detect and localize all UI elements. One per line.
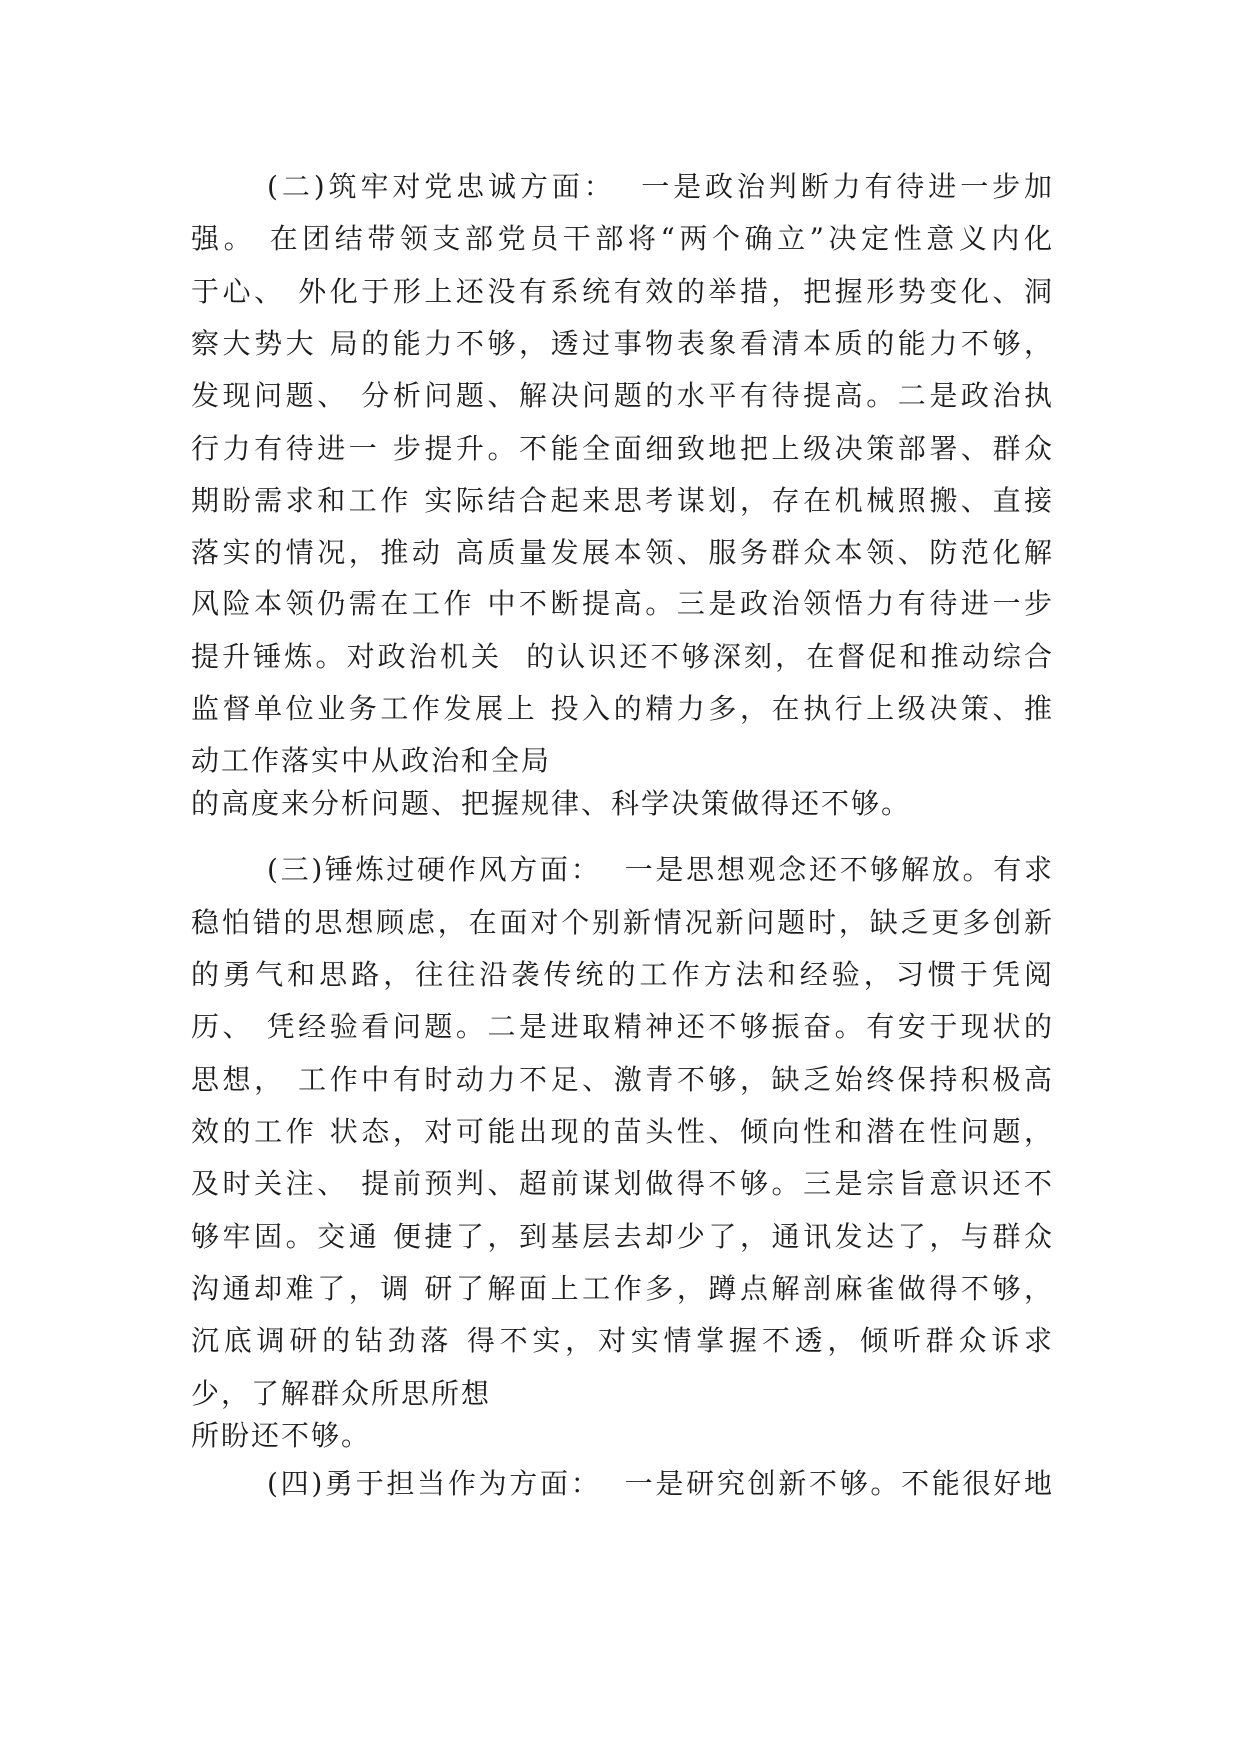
text-line: 思想， 工作中有时动力不足、激青不够，缺乏始终保持积极高 [191, 1063, 1056, 1096]
text-line: 监督单位业务工作发展上 投入的精力多，在执行上级决策、推 [191, 692, 1056, 725]
text-line: 的高度来分析问题、把握规律、科学决策做得还不够。 [191, 787, 912, 820]
text-line: 察大势大 局的能力不够，透过事物表象看清本质的能力不够， [191, 327, 1056, 360]
text-line: 于心、 外化于形上还没有系统有效的举措，把握形势变化、洞 [191, 275, 1056, 308]
text-line: 沉底调研的钻劲落 得不实，对实情掌握不透，倾听群众诉求 [191, 1324, 1057, 1357]
text-line: 够牢固。交通 便捷了，到基层去却少了，通讯发达了，与群众 [191, 1220, 1056, 1253]
text-line: 发现问题、 分析问题、解决问题的水平有待提高。二是政治执 [191, 379, 1056, 412]
text-line: 的勇气和思路，往往沿袭传统的工作方法和经验，习惯于凭阅 [191, 958, 1057, 991]
text-line: 少，了解群众所思所想 [191, 1377, 492, 1410]
text-line: 所盼还不够。 [191, 1419, 372, 1452]
text-line: 效的工作 状态，对可能出现的苗头性、倾向性和潜在性问题， [191, 1115, 1056, 1148]
text-line: (二)筑牢对党忠诚方面： 一是政治判断力有待进一步加 [267, 170, 1056, 203]
text-line: (三)锤炼过硬作风方面： 一是思想观念还不够解放。有求 [267, 853, 1055, 886]
text-line: (四)勇于担当作为方面： 一是研究创新不够。不能很好地 [267, 1467, 1055, 1500]
text-line: 提升锤炼。对政治机关 的认识还不够深刻，在督促和推动综合 [191, 640, 1056, 673]
text-line: 风险本领仍需在工作 中不断提高。三是政治领悟力有待进一步 [191, 587, 1056, 620]
text-line: 强。 在团结带领支部党员干部将“两个确立”决定性意义内化 [191, 222, 1057, 255]
text-line: 沟通却难了，调 研了解面上工作多，蹲点解剖麻雀做得不够， [191, 1272, 1056, 1305]
text-line: 及时关注、 提前预判、超前谋划做得不够。三是宗旨意识还不 [191, 1167, 1056, 1200]
text-line: 稳怕错的思想顾虑，在面对个别新情况新问题时，缺乏更多创新 [191, 906, 1055, 939]
text-line: 历、 凭经验看问题。二是进取精神还不够振奋。有安于现状的 [191, 1010, 1056, 1043]
text-line: 落实的情况，推动 高质量发展本领、服务群众本领、防范化解 [191, 536, 1056, 569]
text-line: 期盼需求和工作 实际结合起来思考谋划，存在机械照搬、直接 [191, 484, 1056, 517]
text-line: 动工作落实中从政治和全局 [191, 744, 552, 777]
text-line: 行力有待进一 步提升。不能全面细致地把上级决策部署、群众 [191, 432, 1056, 465]
